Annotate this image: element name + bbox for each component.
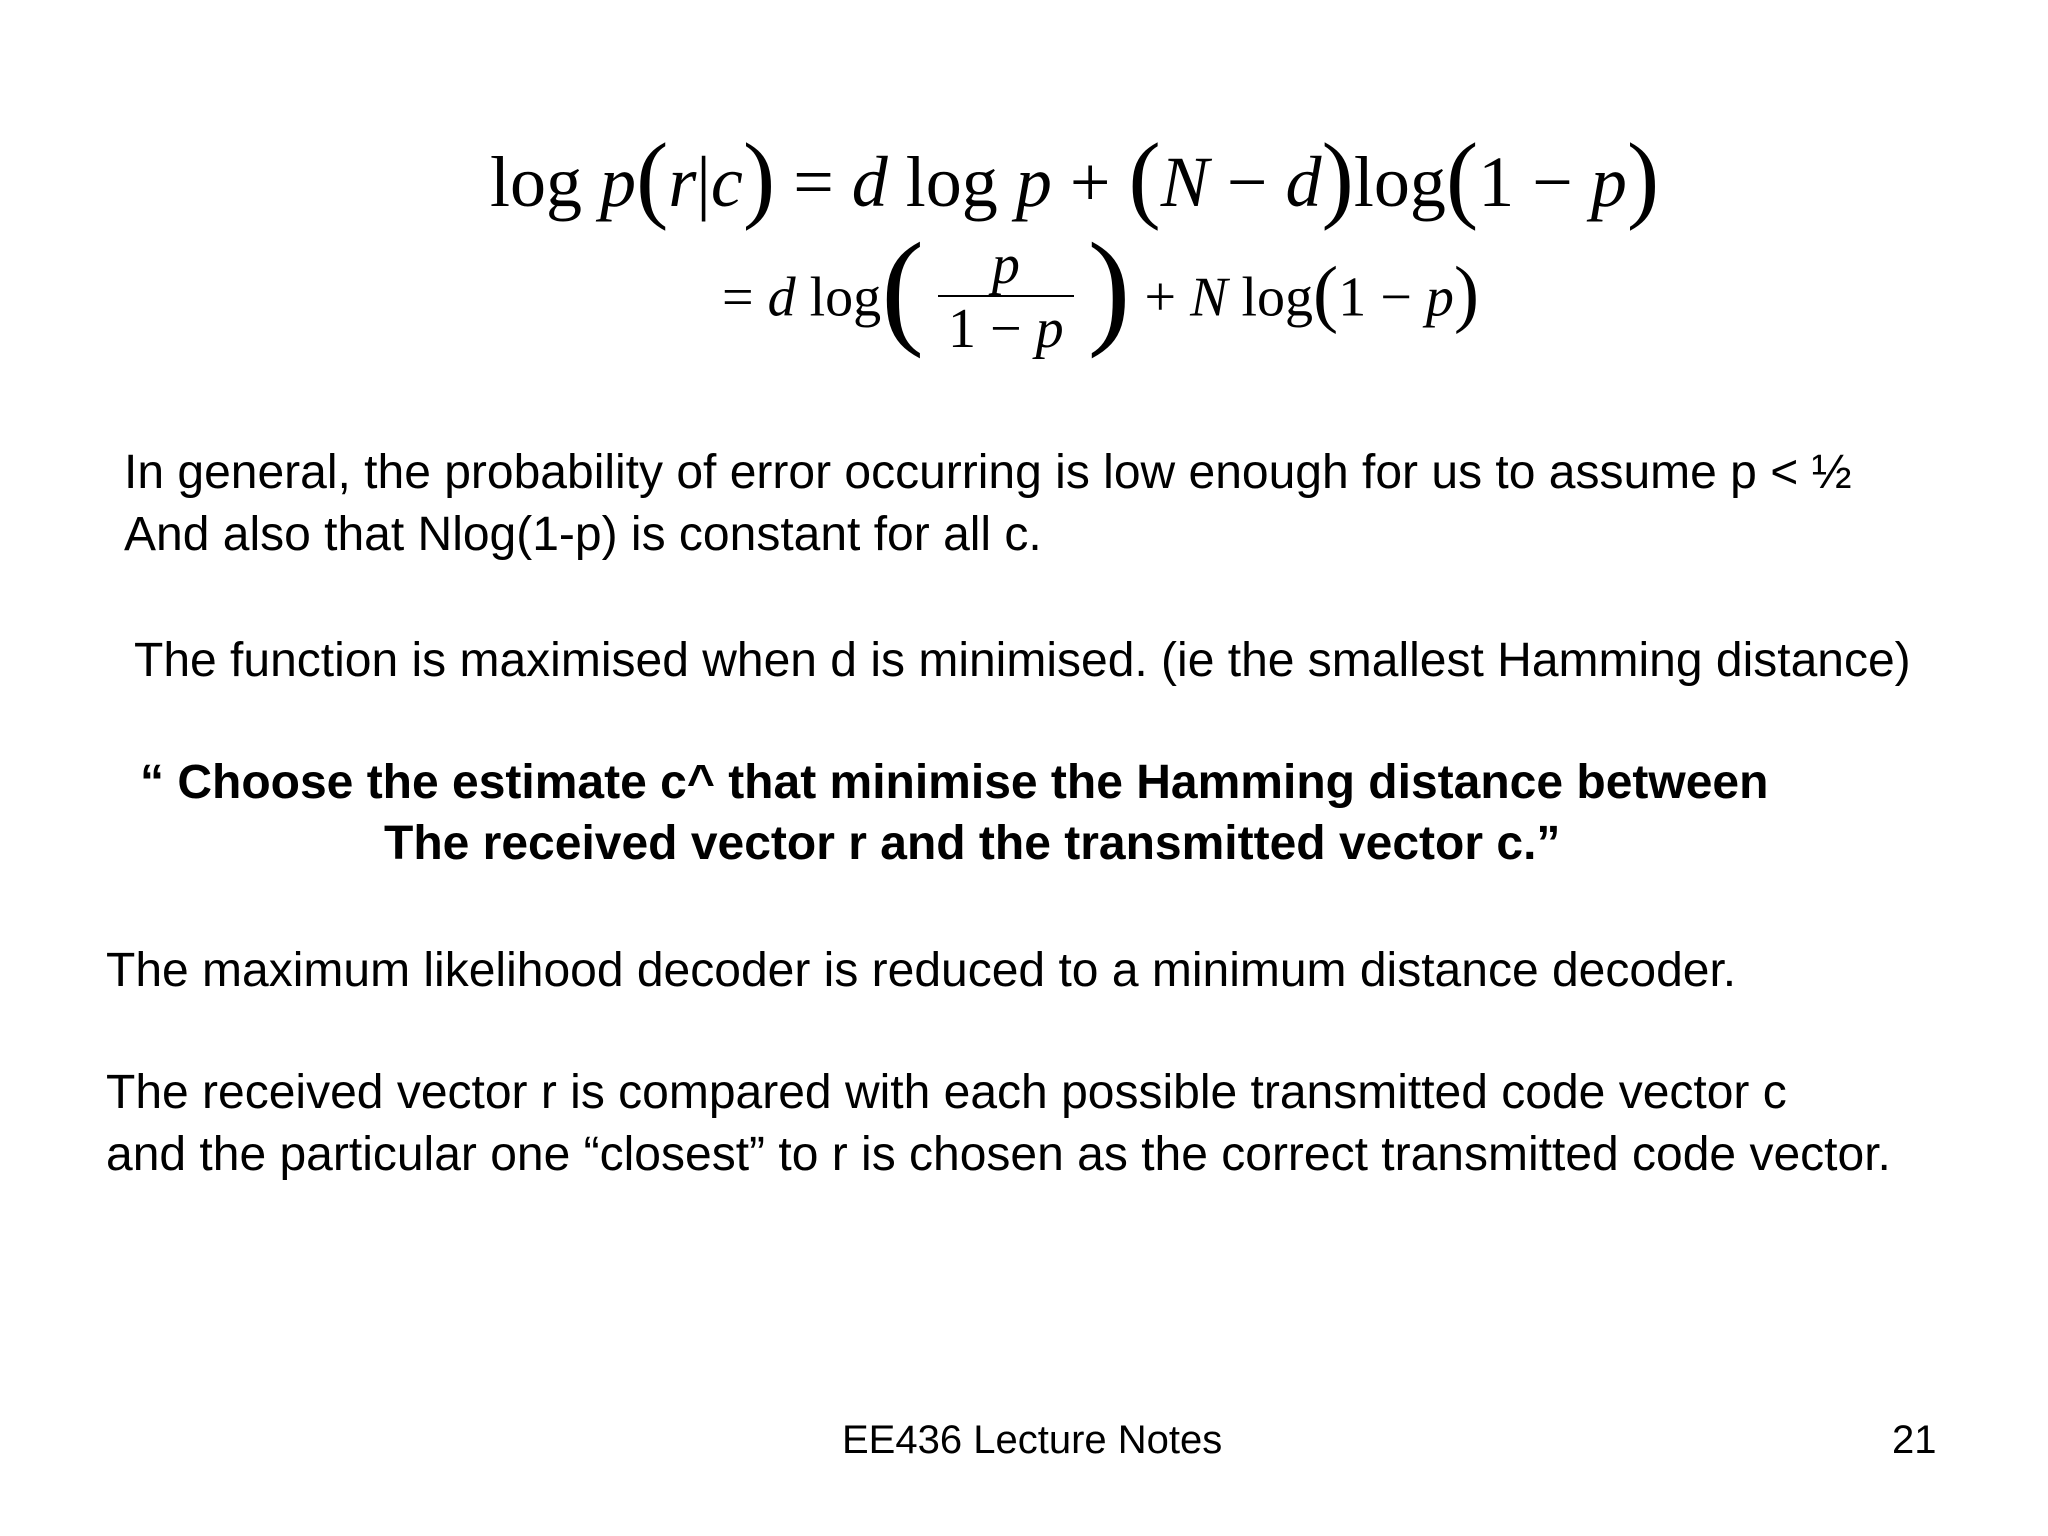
- assumption-line-1: In general, the probability of error occurring is low enough for us to assume p < ½: [124, 446, 1852, 499]
- compare-line-1: The received vector r is compared with each possible transmitted code vector c: [106, 1066, 1787, 1119]
- equation-line-1: log p(r|c) = d log p + (N − d)log(1 − p): [490, 123, 1660, 232]
- quote-line-1: “ Choose the estimate c^ that minimise the Hamming distance between: [140, 756, 1769, 809]
- fraction-numerator: p: [938, 236, 1074, 297]
- footer-title: EE436 Lecture Notes: [842, 1418, 1223, 1462]
- equation-line-2: = d log( $\frac{p}{1 - p}$ ) + N log(1 − p): [722, 215, 1480, 360]
- fraction: [938, 236, 1074, 361]
- maximised-statement: The function is maximised when d is minimised. (ie the smallest Hamming distance): [134, 634, 1911, 687]
- quote-line-2: The received vector r and the transmitted vector c.”: [384, 817, 1561, 870]
- page-number: 21: [1892, 1418, 1937, 1462]
- compare-line-2: and the particular one “closest” to r is chosen as the correct transmitted code vector.: [106, 1128, 1891, 1181]
- fraction-denominator: 1 − p: [948, 297, 1064, 360]
- assumption-line-2: And also that Nlog(1-p) is constant for all c.: [124, 508, 1042, 561]
- reduced-statement: The maximum likelihood decoder is reduced to a minimum distance decoder.: [106, 944, 1737, 997]
